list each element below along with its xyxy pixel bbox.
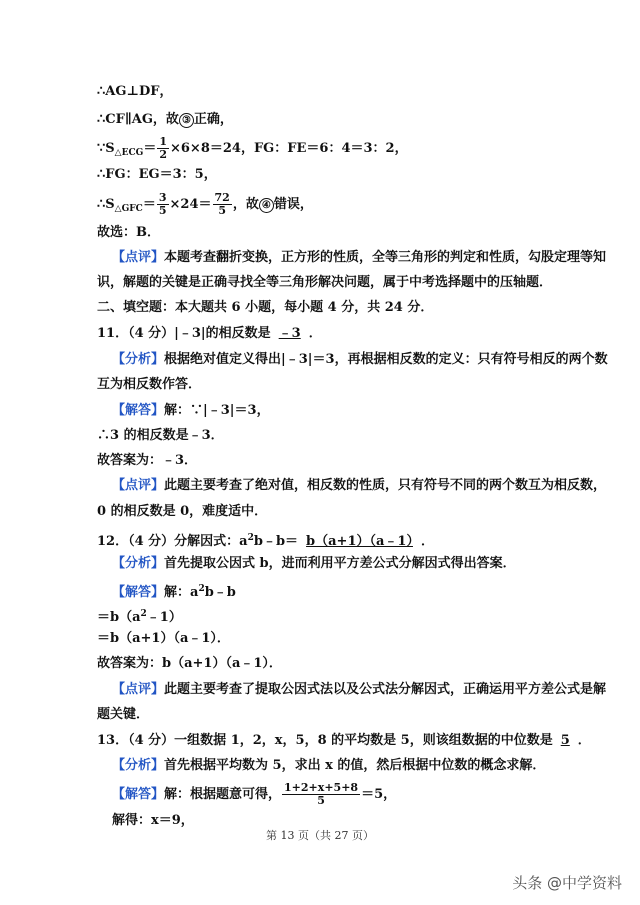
text-line: 解得：x＝9， — [112, 813, 194, 828]
text-line: 故选：B． — [97, 225, 160, 240]
text-line: ∴3 的相反数是﹣3． — [97, 428, 224, 443]
text-line: 互为相反数作答． — [97, 377, 202, 392]
text-line: 识，解题的关键是正确寻找全等三角形解决问题，属于中考选择题中的压轴题． — [97, 275, 553, 290]
solution-paragraph: 【解答】解：$a^2b﹣b$ — [112, 584, 236, 600]
circled-number: ④ — [259, 198, 274, 213]
text-line: ∴FG：EG＝3：5， — [97, 167, 217, 182]
analysis-paragraph: 【分析】根据绝对值定义得出|﹣3|＝3，再根据相反数的定义：只有符号相反的两个数 — [112, 352, 608, 367]
formula-line: $\therefore S_{\triangle GFC}=$ $\frac{3}{5}$ ×24＝ $\frac{72}{5}$ ，故 ④ 错误， — [97, 191, 313, 217]
answer-blank: 5 — [560, 733, 570, 748]
solution-paragraph: 【解答】解：∵|﹣3|＝3， — [112, 403, 270, 418]
comment-paragraph: 【点评】本题考查翻折变换，正方形的性质，全等三角形的判定和性质，勾股定理等知 — [112, 250, 607, 265]
text-line: $=b(a^2﹣1)$ — [97, 609, 182, 625]
analysis-paragraph: 【分析】首先提取公因式 b，进而利用平方差公式分解因式得出答案． — [112, 556, 516, 571]
comment-paragraph: 【点评】此题主要考查了绝对值，相反数的性质，只有符号不同的两个数互为相反数， — [112, 478, 607, 493]
question-13: 13．（4 分）一组数据 1，2，x，5，8 的平均数是 5，则该组数据的中位数是 5 ． — [97, 733, 591, 748]
fraction: $\frac{1}{2}$ — [159, 135, 167, 161]
text-line: 故答案为：﹣3． — [97, 453, 198, 468]
text-line: ∴CF∥AG，故 ③ 正确， — [97, 112, 233, 127]
formula-line: $\because S_{\triangle ECG}=$ $\frac{1}{2}$ ×6×8＝24，FG：FE＝6：4＝3：2， — [97, 135, 408, 161]
watermark: 头条 @中学资料 — [512, 874, 622, 892]
solution-paragraph: 【解答】解：根据题意可得， $\frac{1+2+x+5+8}{5}$ ＝5， — [112, 781, 397, 807]
comment-paragraph: 【点评】此题主要考查了提取公因式法以及公式法分解因式，正确运用平方差公式是解 — [112, 682, 607, 697]
fraction: $\frac{3}{5}$ — [158, 191, 167, 217]
text-line: 0 的相反数是 0，难度适中． — [97, 504, 268, 519]
circled-number: ③ — [179, 113, 194, 128]
text-line: ＝b（a+1）（a﹣1）． — [97, 631, 230, 646]
fraction: $\frac{1+2+x+5+8}{5}$ — [284, 781, 359, 807]
text-line: ∴AG⊥DF， — [97, 84, 173, 99]
analysis-paragraph: 【分析】首先根据平均数为 5，求出 x 的值，然后根据中位数的概念求解． — [112, 758, 546, 773]
text-line: 题关键． — [97, 707, 150, 722]
question-11: 11．（4 分）|﹣3|的相反数是 ﹣3 ． — [97, 326, 322, 341]
fraction: $\frac{72}{5}$ — [214, 191, 230, 217]
question-12: 12．（4 分）分解因式：$a^2b﹣b=$ b（a+1）（a﹣1） ． — [97, 533, 434, 549]
text-line: 故答案为：b（a+1）（a﹣1）． — [97, 656, 282, 671]
page-footer: 第 13 页（共 27 页） — [266, 829, 374, 842]
section-heading: 二、填空题：本大题共 6 小题，每小题 4 分，共 24 分． — [97, 300, 434, 315]
answer-blank: b（a+1）（a﹣1） — [306, 534, 413, 549]
answer-blank: ﹣3 — [278, 326, 301, 341]
